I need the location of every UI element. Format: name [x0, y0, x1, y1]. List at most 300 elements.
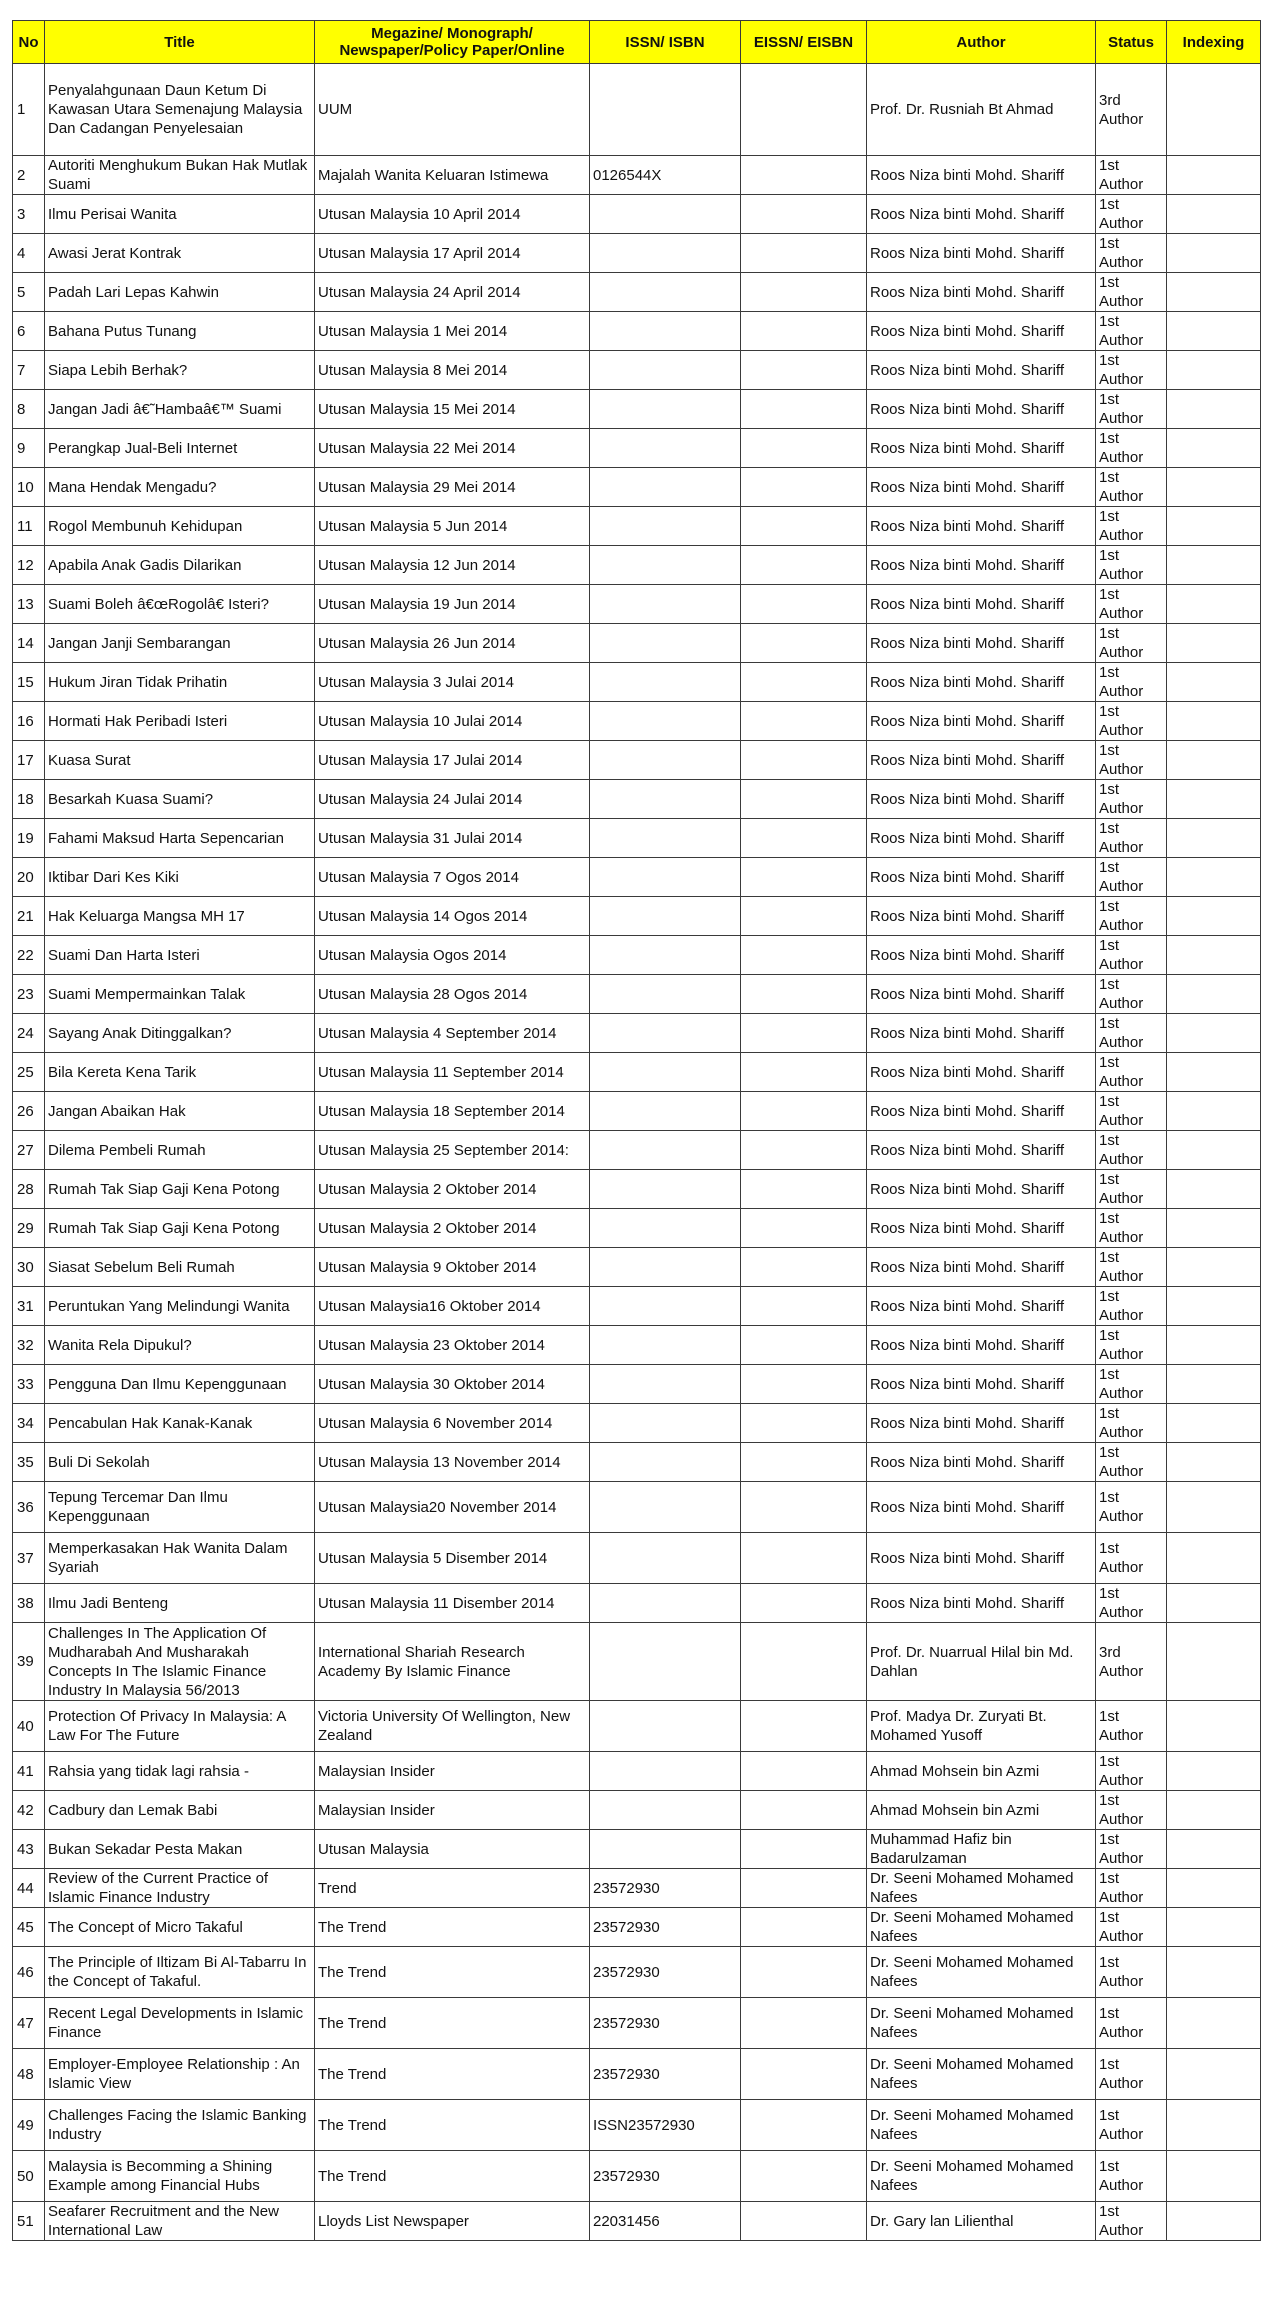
cell-medium: Utusan Malaysia20 November 2014 — [315, 1482, 590, 1533]
cell-author: Roos Niza binti Mohd. Shariff — [867, 1092, 1096, 1131]
cell-indexing — [1167, 975, 1261, 1014]
cell-medium: Utusan Malaysia 2 Oktober 2014 — [315, 1209, 590, 1248]
cell-no: 39 — [13, 1623, 45, 1701]
cell-author: Roos Niza binti Mohd. Shariff — [867, 858, 1096, 897]
cell-eissn — [741, 1752, 867, 1791]
cell-medium: Utusan Malaysia 2 Oktober 2014 — [315, 1170, 590, 1209]
cell-eissn — [741, 390, 867, 429]
cell-issn — [590, 1482, 741, 1533]
cell-medium: Utusan Malaysia Ogos 2014 — [315, 936, 590, 975]
header-medium: Megazine/ Monograph/ Newspaper/Policy Paper/Online — [315, 21, 590, 64]
cell-status: 1st Author — [1096, 507, 1167, 546]
cell-indexing — [1167, 2151, 1261, 2202]
cell-issn — [590, 195, 741, 234]
cell-status: 1st Author — [1096, 1209, 1167, 1248]
cell-author: Dr. Gary lan Lilienthal — [867, 2202, 1096, 2241]
table-row — [13, 585, 1261, 624]
cell-indexing — [1167, 1869, 1261, 1908]
table-row — [13, 468, 1261, 507]
table-row — [13, 1791, 1261, 1830]
cell-status: 3rd Author — [1096, 1623, 1167, 1701]
cell-title: Bila Kereta Kena Tarik — [45, 1053, 315, 1092]
table-row — [13, 507, 1261, 546]
cell-author: Muhammad Hafiz bin Badarulzaman — [867, 1830, 1096, 1869]
cell-author: Roos Niza binti Mohd. Shariff — [867, 1014, 1096, 1053]
cell-title: Padah Lari Lepas Kahwin — [45, 273, 315, 312]
cell-status: 1st Author — [1096, 468, 1167, 507]
cell-no: 17 — [13, 741, 45, 780]
header-no: No — [13, 21, 45, 64]
table-row — [13, 663, 1261, 702]
cell-title: The Principle of Iltizam Bi Al-Tabarru In the Concept of Takaful. — [45, 1947, 315, 1998]
cell-status: 1st Author — [1096, 1533, 1167, 1584]
table-row — [13, 1092, 1261, 1131]
cell-title: Mana Hendak Mengadu? — [45, 468, 315, 507]
cell-indexing — [1167, 1053, 1261, 1092]
cell-eissn — [741, 1443, 867, 1482]
table-row — [13, 312, 1261, 351]
cell-eissn — [741, 1830, 867, 1869]
cell-indexing — [1167, 1830, 1261, 1869]
cell-indexing — [1167, 1209, 1261, 1248]
cell-author: Roos Niza binti Mohd. Shariff — [867, 1482, 1096, 1533]
cell-indexing — [1167, 624, 1261, 663]
cell-indexing — [1167, 507, 1261, 546]
cell-no: 49 — [13, 2100, 45, 2151]
cell-indexing — [1167, 1791, 1261, 1830]
cell-indexing — [1167, 1623, 1261, 1701]
cell-issn: 23572930 — [590, 1908, 741, 1947]
table-row — [13, 1752, 1261, 1791]
cell-medium: Utusan Malaysia 7 Ogos 2014 — [315, 858, 590, 897]
cell-indexing — [1167, 1752, 1261, 1791]
cell-no: 51 — [13, 2202, 45, 2241]
cell-medium: The Trend — [315, 2151, 590, 2202]
cell-title: Memperkasakan Hak Wanita Dalam Syariah — [45, 1533, 315, 1584]
table-row — [13, 819, 1261, 858]
cell-title: Suami Mempermainkan Talak — [45, 975, 315, 1014]
table-row — [13, 1365, 1261, 1404]
table-row — [13, 1170, 1261, 1209]
cell-title: Awasi Jerat Kontrak — [45, 234, 315, 273]
cell-issn — [590, 897, 741, 936]
cell-issn — [590, 1830, 741, 1869]
cell-issn — [590, 1209, 741, 1248]
cell-issn — [590, 624, 741, 663]
table-row — [13, 1623, 1261, 1701]
table-row — [13, 1908, 1261, 1947]
cell-no: 31 — [13, 1287, 45, 1326]
cell-author: Roos Niza binti Mohd. Shariff — [867, 312, 1096, 351]
header-status: Status — [1096, 21, 1167, 64]
cell-medium: Utusan Malaysia 5 Jun 2014 — [315, 507, 590, 546]
cell-indexing — [1167, 741, 1261, 780]
cell-medium: Utusan Malaysia 24 Julai 2014 — [315, 780, 590, 819]
cell-status: 1st Author — [1096, 1482, 1167, 1533]
cell-author: Roos Niza binti Mohd. Shariff — [867, 156, 1096, 195]
cell-indexing — [1167, 1947, 1261, 1998]
cell-medium: UUM — [315, 64, 590, 156]
cell-medium: Utusan Malaysia 6 November 2014 — [315, 1404, 590, 1443]
cell-eissn — [741, 702, 867, 741]
cell-author: Dr. Seeni Mohamed Mohamed Nafees — [867, 1947, 1096, 1998]
cell-issn — [590, 1131, 741, 1170]
cell-no: 11 — [13, 507, 45, 546]
cell-eissn — [741, 156, 867, 195]
cell-status: 1st Author — [1096, 1791, 1167, 1830]
cell-author: Roos Niza binti Mohd. Shariff — [867, 468, 1096, 507]
cell-indexing — [1167, 2100, 1261, 2151]
cell-status: 1st Author — [1096, 390, 1167, 429]
cell-title: Cadbury dan Lemak Babi — [45, 1791, 315, 1830]
cell-status: 1st Author — [1096, 2100, 1167, 2151]
cell-title: Pencabulan Hak Kanak-Kanak — [45, 1404, 315, 1443]
cell-eissn — [741, 897, 867, 936]
cell-no: 27 — [13, 1131, 45, 1170]
cell-eissn — [741, 1584, 867, 1623]
cell-medium: Majalah Wanita Keluaran Istimewa — [315, 156, 590, 195]
cell-status: 1st Author — [1096, 1014, 1167, 1053]
cell-indexing — [1167, 1908, 1261, 1947]
cell-status: 1st Author — [1096, 429, 1167, 468]
cell-author: Dr. Seeni Mohamed Mohamed Nafees — [867, 1998, 1096, 2049]
cell-status: 1st Author — [1096, 1404, 1167, 1443]
cell-author: Roos Niza binti Mohd. Shariff — [867, 1533, 1096, 1584]
cell-issn: 0126544X — [590, 156, 741, 195]
cell-indexing — [1167, 2049, 1261, 2100]
cell-issn — [590, 1443, 741, 1482]
cell-status: 3rd Author — [1096, 64, 1167, 156]
cell-medium: Utusan Malaysia 13 November 2014 — [315, 1443, 590, 1482]
cell-author: Roos Niza binti Mohd. Shariff — [867, 1443, 1096, 1482]
cell-indexing — [1167, 1533, 1261, 1584]
cell-eissn — [741, 546, 867, 585]
cell-no: 4 — [13, 234, 45, 273]
cell-eissn — [741, 273, 867, 312]
cell-issn — [590, 64, 741, 156]
cell-status: 1st Author — [1096, 1326, 1167, 1365]
cell-medium: Utusan Malaysia 4 September 2014 — [315, 1014, 590, 1053]
cell-indexing — [1167, 819, 1261, 858]
cell-medium: The Trend — [315, 2100, 590, 2151]
table-row — [13, 1131, 1261, 1170]
header-row — [13, 21, 1261, 64]
cell-no: 48 — [13, 2049, 45, 2100]
table-row — [13, 2100, 1261, 2151]
cell-status: 1st Author — [1096, 663, 1167, 702]
cell-issn — [590, 546, 741, 585]
cell-eissn — [741, 468, 867, 507]
cell-title: Pengguna Dan Ilmu Kepenggunaan — [45, 1365, 315, 1404]
cell-no: 2 — [13, 156, 45, 195]
cell-medium: Trend — [315, 1869, 590, 1908]
cell-status: 1st Author — [1096, 936, 1167, 975]
cell-author: Roos Niza binti Mohd. Shariff — [867, 585, 1096, 624]
cell-author: Roos Niza binti Mohd. Shariff — [867, 741, 1096, 780]
cell-eissn — [741, 1092, 867, 1131]
cell-no: 3 — [13, 195, 45, 234]
cell-eissn — [741, 234, 867, 273]
cell-author: Dr. Seeni Mohamed Mohamed Nafees — [867, 2049, 1096, 2100]
table-row — [13, 195, 1261, 234]
cell-status: 1st Author — [1096, 1584, 1167, 1623]
cell-eissn — [741, 936, 867, 975]
cell-no: 12 — [13, 546, 45, 585]
cell-status: 1st Author — [1096, 1947, 1167, 1998]
cell-eissn — [741, 2100, 867, 2151]
cell-no: 47 — [13, 1998, 45, 2049]
cell-status: 1st Author — [1096, 1287, 1167, 1326]
cell-no: 28 — [13, 1170, 45, 1209]
cell-eissn — [741, 312, 867, 351]
cell-issn: 22031456 — [590, 2202, 741, 2241]
cell-medium: Utusan Malaysia 3 Julai 2014 — [315, 663, 590, 702]
cell-medium: Utusan Malaysia16 Oktober 2014 — [315, 1287, 590, 1326]
cell-author: Roos Niza binti Mohd. Shariff — [867, 780, 1096, 819]
cell-title: Bahana Putus Tunang — [45, 312, 315, 351]
cell-no: 46 — [13, 1947, 45, 1998]
table-row — [13, 351, 1261, 390]
header-indexing: Indexing — [1167, 21, 1261, 64]
cell-author: Roos Niza binti Mohd. Shariff — [867, 429, 1096, 468]
cell-title: Tepung Tercemar Dan Ilmu Kepenggunaan — [45, 1482, 315, 1533]
table-row — [13, 234, 1261, 273]
cell-issn — [590, 780, 741, 819]
table-row — [13, 780, 1261, 819]
cell-issn — [590, 273, 741, 312]
cell-title: Iktibar Dari Kes Kiki — [45, 858, 315, 897]
cell-no: 50 — [13, 2151, 45, 2202]
cell-medium: The Trend — [315, 2049, 590, 2100]
cell-title: Challenges Facing the Islamic Banking Industry — [45, 2100, 315, 2151]
cell-status: 1st Author — [1096, 1998, 1167, 2049]
cell-title: Wanita Rela Dipukul? — [45, 1326, 315, 1365]
table-row — [13, 1053, 1261, 1092]
cell-status: 1st Author — [1096, 546, 1167, 585]
cell-no: 26 — [13, 1092, 45, 1131]
cell-medium: Utusan Malaysia 10 April 2014 — [315, 195, 590, 234]
cell-no: 18 — [13, 780, 45, 819]
cell-issn — [590, 1014, 741, 1053]
cell-medium: Utusan Malaysia 19 Jun 2014 — [315, 585, 590, 624]
cell-status: 1st Author — [1096, 897, 1167, 936]
cell-indexing — [1167, 273, 1261, 312]
cell-medium: Utusan Malaysia 25 September 2014: — [315, 1131, 590, 1170]
cell-medium: Utusan Malaysia 15 Mei 2014 — [315, 390, 590, 429]
cell-status: 1st Author — [1096, 1131, 1167, 1170]
cell-issn — [590, 312, 741, 351]
cell-eissn — [741, 1365, 867, 1404]
cell-author: Roos Niza binti Mohd. Shariff — [867, 546, 1096, 585]
cell-medium: Utusan Malaysia 29 Mei 2014 — [315, 468, 590, 507]
cell-no: 15 — [13, 663, 45, 702]
table-row — [13, 858, 1261, 897]
cell-indexing — [1167, 1131, 1261, 1170]
table-row — [13, 702, 1261, 741]
cell-eissn — [741, 1701, 867, 1752]
cell-eissn — [741, 507, 867, 546]
cell-no: 34 — [13, 1404, 45, 1443]
cell-title: Jangan Janji Sembarangan — [45, 624, 315, 663]
cell-medium: Utusan Malaysia 12 Jun 2014 — [315, 546, 590, 585]
cell-issn — [590, 507, 741, 546]
cell-issn — [590, 1092, 741, 1131]
cell-issn — [590, 1623, 741, 1701]
cell-eissn — [741, 1014, 867, 1053]
cell-issn: 23572930 — [590, 2151, 741, 2202]
cell-status: 1st Author — [1096, 195, 1167, 234]
cell-author: Prof. Dr. Nuarrual Hilal bin Md. Dahlan — [867, 1623, 1096, 1701]
cell-title: Hukum Jiran Tidak Prihatin — [45, 663, 315, 702]
cell-status: 1st Author — [1096, 858, 1167, 897]
publications-table — [12, 20, 1261, 2241]
cell-medium: Utusan Malaysia 9 Oktober 2014 — [315, 1248, 590, 1287]
cell-indexing — [1167, 429, 1261, 468]
cell-no: 32 — [13, 1326, 45, 1365]
header-eissn: EISSN/ EISBN — [741, 21, 867, 64]
cell-status: 1st Author — [1096, 975, 1167, 1014]
cell-indexing — [1167, 1092, 1261, 1131]
cell-issn: 23572930 — [590, 1998, 741, 2049]
cell-indexing — [1167, 156, 1261, 195]
cell-indexing — [1167, 1170, 1261, 1209]
cell-status: 1st Author — [1096, 1752, 1167, 1791]
cell-status: 1st Author — [1096, 2049, 1167, 2100]
cell-issn — [590, 936, 741, 975]
cell-title: Fahami Maksud Harta Sepencarian — [45, 819, 315, 858]
header-author: Author — [867, 21, 1096, 64]
cell-title: The Concept of Micro Takaful — [45, 1908, 315, 1947]
table-row — [13, 741, 1261, 780]
cell-indexing — [1167, 2202, 1261, 2241]
cell-medium: Utusan Malaysia 11 Disember 2014 — [315, 1584, 590, 1623]
cell-status: 1st Author — [1096, 312, 1167, 351]
cell-no: 42 — [13, 1791, 45, 1830]
cell-no: 37 — [13, 1533, 45, 1584]
cell-status: 1st Author — [1096, 1830, 1167, 1869]
cell-indexing — [1167, 936, 1261, 975]
cell-title: Rumah Tak Siap Gaji Kena Potong — [45, 1170, 315, 1209]
table-body — [13, 64, 1261, 2241]
cell-status: 1st Author — [1096, 234, 1167, 273]
cell-issn — [590, 1584, 741, 1623]
cell-indexing — [1167, 1248, 1261, 1287]
cell-no: 45 — [13, 1908, 45, 1947]
cell-indexing — [1167, 468, 1261, 507]
cell-author: Roos Niza binti Mohd. Shariff — [867, 351, 1096, 390]
cell-no: 44 — [13, 1869, 45, 1908]
cell-author: Roos Niza binti Mohd. Shariff — [867, 1404, 1096, 1443]
cell-indexing — [1167, 1365, 1261, 1404]
table-row — [13, 1869, 1261, 1908]
cell-indexing — [1167, 1998, 1261, 2049]
cell-no: 8 — [13, 390, 45, 429]
cell-medium: Utusan Malaysia 17 April 2014 — [315, 234, 590, 273]
table-row — [13, 1584, 1261, 1623]
table-row — [13, 1443, 1261, 1482]
cell-indexing — [1167, 897, 1261, 936]
cell-author: Roos Niza binti Mohd. Shariff — [867, 390, 1096, 429]
cell-eissn — [741, 585, 867, 624]
cell-status: 1st Author — [1096, 702, 1167, 741]
table-row — [13, 1209, 1261, 1248]
table-row — [13, 1248, 1261, 1287]
cell-eissn — [741, 624, 867, 663]
table-row — [13, 1533, 1261, 1584]
cell-title: Suami Boleh â€œRogolâ€ Isteri? — [45, 585, 315, 624]
cell-eissn — [741, 2151, 867, 2202]
table-row — [13, 624, 1261, 663]
cell-indexing — [1167, 351, 1261, 390]
cell-eissn — [741, 663, 867, 702]
cell-medium: Utusan Malaysia — [315, 1830, 590, 1869]
cell-author: Roos Niza binti Mohd. Shariff — [867, 1170, 1096, 1209]
table-row — [13, 2049, 1261, 2100]
cell-title: Ilmu Jadi Benteng — [45, 1584, 315, 1623]
cell-title: Jangan Abaikan Hak — [45, 1092, 315, 1131]
cell-issn — [590, 468, 741, 507]
cell-author: Dr. Seeni Mohamed Mohamed Nafees — [867, 2151, 1096, 2202]
cell-eissn — [741, 429, 867, 468]
cell-medium: Utusan Malaysia 17 Julai 2014 — [315, 741, 590, 780]
cell-indexing — [1167, 64, 1261, 156]
table-row — [13, 2151, 1261, 2202]
cell-eissn — [741, 351, 867, 390]
cell-medium: Utusan Malaysia 22 Mei 2014 — [315, 429, 590, 468]
cell-issn — [590, 1365, 741, 1404]
cell-eissn — [741, 1908, 867, 1947]
cell-eissn — [741, 1053, 867, 1092]
cell-medium: Utusan Malaysia 18 September 2014 — [315, 1092, 590, 1131]
cell-eissn — [741, 2049, 867, 2100]
table-row — [13, 156, 1261, 195]
cell-title: Seafarer Recruitment and the New International Law — [45, 2202, 315, 2241]
cell-author: Roos Niza binti Mohd. Shariff — [867, 195, 1096, 234]
cell-medium: Utusan Malaysia 31 Julai 2014 — [315, 819, 590, 858]
cell-eissn — [741, 780, 867, 819]
cell-indexing — [1167, 234, 1261, 273]
cell-eissn — [741, 858, 867, 897]
cell-author: Roos Niza binti Mohd. Shariff — [867, 1131, 1096, 1170]
cell-title: Rumah Tak Siap Gaji Kena Potong — [45, 1209, 315, 1248]
table-row — [13, 1482, 1261, 1533]
cell-no: 38 — [13, 1584, 45, 1623]
cell-medium: Victoria University Of Wellington, New Zealand — [315, 1701, 590, 1752]
cell-status: 1st Author — [1096, 1908, 1167, 1947]
cell-issn — [590, 1287, 741, 1326]
cell-medium: Utusan Malaysia 23 Oktober 2014 — [315, 1326, 590, 1365]
table-row — [13, 1287, 1261, 1326]
cell-author: Roos Niza binti Mohd. Shariff — [867, 1248, 1096, 1287]
cell-indexing — [1167, 1443, 1261, 1482]
cell-issn — [590, 1053, 741, 1092]
table-row — [13, 273, 1261, 312]
cell-issn — [590, 1326, 741, 1365]
table-row — [13, 897, 1261, 936]
table-row — [13, 1830, 1261, 1869]
table-row — [13, 429, 1261, 468]
cell-title: Rahsia yang tidak lagi rahsia - — [45, 1752, 315, 1791]
cell-author: Roos Niza binti Mohd. Shariff — [867, 234, 1096, 273]
cell-medium: Utusan Malaysia 1 Mei 2014 — [315, 312, 590, 351]
cell-medium: Utusan Malaysia 28 Ogos 2014 — [315, 975, 590, 1014]
cell-eissn — [741, 1170, 867, 1209]
cell-status: 1st Author — [1096, 1365, 1167, 1404]
cell-title: Protection Of Privacy In Malaysia: A Law For The Future — [45, 1701, 315, 1752]
cell-title: Apabila Anak Gadis Dilarikan — [45, 546, 315, 585]
header-issn: ISSN/ ISBN — [590, 21, 741, 64]
table-row — [13, 1326, 1261, 1365]
